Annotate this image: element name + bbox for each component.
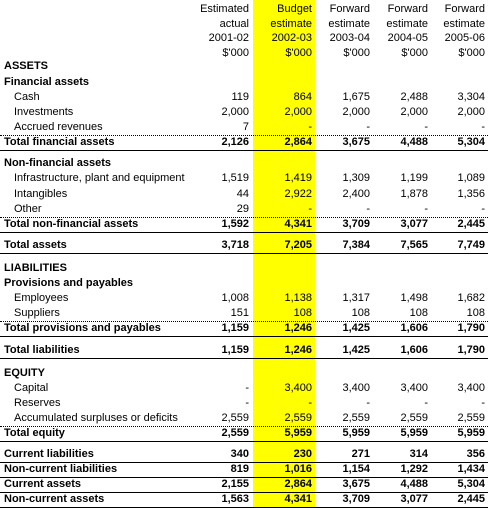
cell-value: 3,709 (342, 218, 370, 230)
cell-value: 3,400 (342, 382, 370, 394)
cell-value: 356 (466, 448, 485, 460)
column-header-line: Forward (444, 3, 485, 15)
cell-value: 108 (466, 307, 485, 319)
row-label: EQUITY (4, 367, 45, 379)
cell-value: 1,016 (284, 463, 312, 475)
cell-value: 151 (230, 307, 249, 319)
row-label: Non-current assets (4, 493, 105, 505)
total-row (0, 462, 488, 477)
row-label: Investments (14, 106, 74, 118)
column-header-line: $'000 (285, 46, 312, 59)
row-label: Reserves (14, 397, 61, 409)
cell-value: 1,419 (284, 172, 312, 184)
total-row (0, 238, 488, 253)
row-label: Employees (14, 292, 69, 304)
cell-value: 7,565 (400, 239, 428, 251)
cell-value: 3,400 (457, 382, 485, 394)
column-header-line: 2005-06 (444, 32, 485, 44)
row-label: Accrued revenues (14, 121, 103, 133)
rule-line (0, 232, 488, 233)
cell-value: 1,138 (284, 292, 312, 304)
cell-value: 271 (351, 448, 370, 460)
table-row (0, 187, 488, 202)
column-header-line: estimate (328, 17, 370, 30)
cell-value: 3,304 (457, 91, 485, 103)
row-label: Infrastructure, plant and equipment (14, 172, 185, 184)
cell-value: - (245, 397, 249, 409)
cell-value: 3,675 (342, 136, 370, 148)
cell-value: 108 (409, 307, 428, 319)
cell-value: 864 (293, 91, 312, 103)
cell-value: 1,592 (221, 218, 249, 230)
cell-value: 2,445 (457, 493, 485, 505)
cell-value: 1,356 (457, 188, 485, 200)
row-label: Total liabilities (4, 344, 80, 356)
cell-value: 108 (351, 307, 370, 319)
cell-value: 44 (236, 188, 249, 200)
cell-value: 1,089 (457, 172, 485, 184)
total-row (0, 492, 488, 507)
cell-value: 819 (230, 463, 249, 475)
rule-line (0, 358, 488, 359)
cell-value: 5,959 (457, 427, 485, 439)
cell-value: 5,959 (342, 427, 370, 439)
row-label: Total assets (4, 239, 67, 251)
cell-value: 1,790 (457, 322, 485, 334)
row-label: Total financial assets (4, 136, 115, 148)
total-row (0, 217, 488, 232)
cell-value: 1,606 (400, 344, 428, 356)
total-row (0, 426, 488, 441)
cell-value: - (481, 203, 485, 215)
column-header-line: $'000 (222, 46, 249, 59)
table-row (0, 90, 488, 105)
cell-value: - (308, 121, 312, 133)
column-header-0 (189, 2, 249, 60)
cell-value: 1,199 (400, 172, 428, 184)
cell-value: - (424, 121, 428, 133)
cell-value: 314 (409, 448, 428, 460)
table-row (0, 306, 488, 321)
row-label: LIABILITIES (4, 262, 67, 274)
rule-line (0, 150, 488, 151)
total-row (0, 321, 488, 336)
row-label: Intangibles (14, 188, 68, 200)
cell-value: 1,790 (457, 344, 485, 356)
cell-value: 2,864 (284, 136, 312, 148)
section-heading (0, 75, 488, 90)
row-label: Capital (14, 382, 49, 394)
cell-value: 108 (293, 307, 312, 319)
cell-value: - (424, 397, 428, 409)
cell-value: 1,309 (342, 172, 370, 184)
cell-value: 1,292 (400, 463, 428, 475)
column-header-line: 2003-04 (329, 32, 370, 44)
cell-value: 1,317 (342, 292, 370, 304)
row-label: Total non-financial assets (4, 218, 139, 230)
cell-value: - (308, 397, 312, 409)
column-header-line: estimate (443, 17, 485, 30)
cell-value: 2,155 (221, 478, 249, 490)
cell-value: 4,341 (284, 493, 312, 505)
cell-value: 1,246 (284, 344, 312, 356)
cell-value: - (308, 203, 312, 215)
row-label: Accumulated surpluses or deficits (14, 412, 178, 424)
row-label: Financial assets (4, 76, 89, 88)
cell-value: 3,077 (400, 493, 428, 505)
row-label: Current assets (4, 478, 82, 490)
rule-line (0, 336, 488, 337)
cell-value: 2,559 (342, 412, 370, 424)
table-row (0, 120, 488, 135)
column-header-line: Forward (387, 3, 428, 15)
cell-value: 230 (293, 448, 312, 460)
cell-value: 2,559 (457, 412, 485, 424)
cell-value: 2,559 (221, 412, 249, 424)
cell-value: - (424, 203, 428, 215)
cell-value: 7,749 (457, 239, 485, 251)
cell-value: 7,384 (342, 239, 370, 251)
cell-value: 2,000 (284, 106, 312, 118)
cell-value: 3,400 (284, 382, 312, 394)
column-header-line: Estimated (200, 3, 249, 15)
cell-value: 2,000 (400, 106, 428, 118)
cell-value: 5,959 (284, 427, 312, 439)
rule-line (0, 441, 488, 442)
cell-value: 2,559 (221, 427, 249, 439)
cell-value: - (366, 397, 370, 409)
row-label: Non-financial assets (4, 157, 111, 169)
table-row (0, 171, 488, 186)
column-header-1 (252, 2, 312, 60)
row-label: Other (14, 203, 42, 215)
cell-value: 5,959 (400, 427, 428, 439)
table-row (0, 396, 488, 411)
column-header-line: $'000 (343, 46, 370, 59)
section-heading (0, 261, 488, 276)
cell-value: 2,445 (457, 218, 485, 230)
cell-value: 2,559 (284, 412, 312, 424)
cell-value: 3,718 (221, 239, 249, 251)
cell-value: 1,519 (221, 172, 249, 184)
cell-value: 1,425 (342, 322, 370, 334)
cell-value: 1,008 (221, 292, 249, 304)
section-heading (0, 59, 488, 74)
cell-value: 7,205 (284, 239, 312, 251)
cell-value: 1,154 (342, 463, 370, 475)
cell-value: - (481, 121, 485, 133)
column-header-line: 2001-02 (208, 32, 249, 44)
row-label: ASSETS (4, 60, 49, 72)
cell-value: 5,304 (457, 478, 485, 490)
row-label: Total provisions and payables (4, 322, 161, 334)
column-header-line: $'000 (401, 46, 428, 59)
total-row (0, 135, 488, 150)
column-header-line: actual (219, 17, 249, 30)
cell-value: 1,159 (221, 344, 249, 356)
cell-value: 3,077 (400, 218, 428, 230)
section-heading (0, 276, 488, 291)
column-header-3 (368, 2, 428, 60)
cell-value: 119 (231, 91, 249, 103)
cell-value: 2,488 (400, 91, 428, 103)
cell-value: 4,488 (400, 136, 428, 148)
total-row (0, 343, 488, 358)
column-header-4 (425, 2, 485, 60)
row-label: Provisions and payables (4, 277, 133, 289)
section-heading (0, 156, 488, 171)
cell-value: 2,400 (342, 188, 370, 200)
cell-value: 1,246 (284, 322, 312, 334)
row-label: Cash (14, 91, 40, 103)
cell-value: 5,304 (457, 136, 485, 148)
cell-value: - (481, 397, 485, 409)
cell-value: 340 (230, 448, 249, 460)
cell-value: 7 (242, 121, 249, 133)
table-row (0, 105, 488, 120)
cell-value: 4,488 (400, 478, 428, 490)
cell-value: 2,000 (342, 106, 370, 118)
cell-value: 3,709 (342, 493, 370, 505)
column-header-2 (310, 2, 370, 60)
cell-value: 1,159 (221, 322, 249, 334)
cell-value: 1,878 (400, 188, 428, 200)
cell-value: 1,606 (400, 322, 428, 334)
cell-value: 1,682 (457, 292, 485, 304)
table-row (0, 291, 488, 306)
cell-value: 2,126 (221, 136, 249, 148)
table-row (0, 411, 488, 426)
cell-value: 1,434 (457, 463, 485, 475)
column-header-line: $'000 (458, 46, 485, 59)
row-label: Current liabilities (4, 448, 94, 460)
table-row (0, 381, 488, 396)
cell-value: 1,425 (342, 344, 370, 356)
cell-value: 2,922 (284, 188, 312, 200)
cell-value: 2,559 (400, 412, 428, 424)
cell-value: 2,000 (457, 106, 485, 118)
cell-value: 1,563 (221, 493, 249, 505)
column-header-line: estimate (386, 17, 428, 30)
column-header-line: 2002-03 (271, 32, 312, 44)
cell-value: - (245, 382, 249, 394)
cell-value: 3,400 (400, 382, 428, 394)
cell-value: 3,675 (342, 478, 370, 490)
rule-line (0, 253, 488, 254)
total-row (0, 447, 488, 462)
cell-value: - (366, 121, 370, 133)
column-header-line: Forward (329, 3, 370, 15)
section-heading (0, 366, 488, 381)
cell-value: 2,000 (221, 106, 249, 118)
column-header-line: 2004-05 (387, 32, 428, 44)
total-row (0, 477, 488, 492)
table-row (0, 202, 488, 217)
column-header-line: estimate (270, 17, 312, 30)
row-label: Suppliers (14, 307, 60, 319)
column-header-line: Budget (277, 3, 312, 15)
cell-value: 4,341 (284, 218, 312, 230)
cell-value: 1,675 (342, 91, 370, 103)
cell-value: - (366, 203, 370, 215)
cell-value: 29 (236, 203, 249, 215)
row-label: Total equity (4, 427, 65, 439)
cell-value: 2,864 (284, 478, 312, 490)
cell-value: 1,498 (400, 292, 428, 304)
row-label: Non-current liabilities (4, 463, 118, 475)
